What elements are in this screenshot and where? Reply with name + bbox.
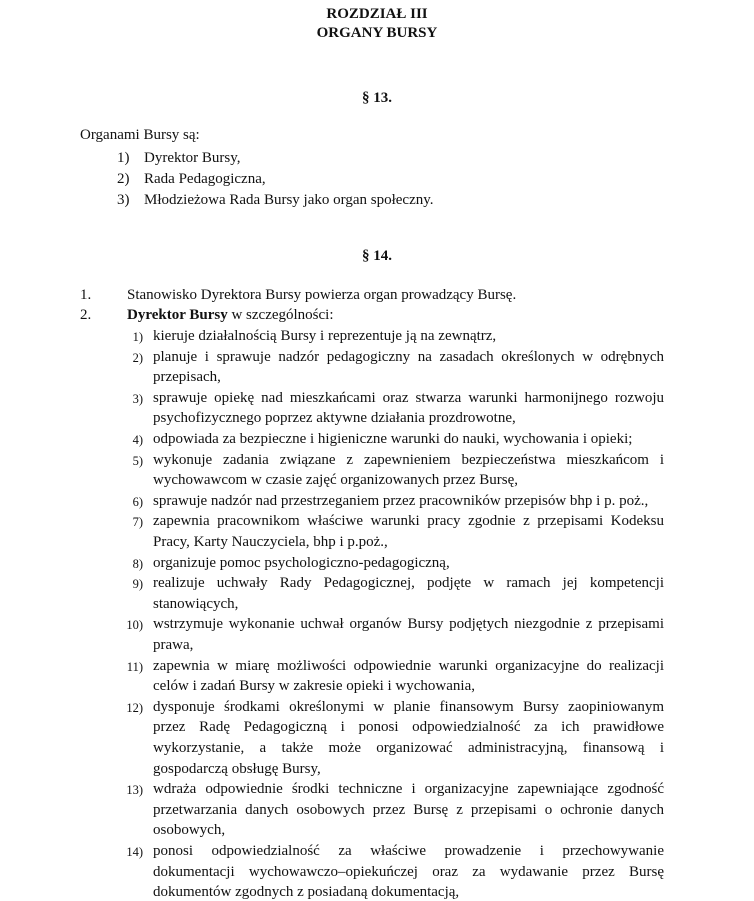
- duty-item-line: wychowawcom w czasie zajęć organizowanych przez Bursę,: [153, 472, 518, 489]
- list-item-text: Młodzieżowa Rada Bursy jako organ społeczny.: [144, 192, 434, 208]
- duty-item-number: 10): [126, 618, 143, 633]
- duty-item-number: 3): [132, 391, 143, 406]
- duty-item-line: wykonuje zadania związane z zapewnieniem bezpieczeństwa mieszkańcom i: [153, 451, 664, 468]
- duty-item-number: 12): [126, 700, 143, 715]
- duty-item-line: dokumentów zgodnych z posiadaną dokumentacją,: [153, 884, 460, 901]
- paragraph-number: 2.: [80, 307, 92, 323]
- duty-item-line: kieruje działalnością Bursy i reprezentuje ją na zewnątrz,: [153, 328, 497, 344]
- list-item-text: Rada Pedagogiczna,: [144, 171, 266, 187]
- duty-item-line: ponosi odpowiedzialność za właściwe prowadzenie i przechowywanie: [153, 843, 664, 859]
- section-14-heading: § 14.: [362, 248, 392, 264]
- duty-item-line: psychofizycznego poprzez aktywne działania prozdrowotne,: [153, 410, 516, 427]
- section-13-intro: Organami Bursy są:: [80, 127, 200, 143]
- duty-item-line: odpowiada za bezpieczne i higieniczne warunki do nauki, wychowania i opieki;: [153, 431, 633, 447]
- duty-item-line: przepisach,: [153, 369, 221, 386]
- duty-item-line: planuje i sprawuje nadzór pedagogiczny na zasadach określonych w odrębnych: [153, 348, 664, 365]
- duty-item-number: 4): [132, 433, 143, 447]
- duty-item-line: stanowiących,: [153, 595, 239, 612]
- duty-item-line: osobowych,: [153, 822, 226, 839]
- section-13-heading: § 13.: [362, 90, 392, 106]
- duty-item-line: wstrzymuje wykonanie uchwał organów Bursy podjętych niezgodnie z przepisami: [153, 616, 664, 633]
- duty-item-number: 2): [132, 350, 143, 365]
- duty-item-number: 9): [132, 577, 143, 592]
- duty-item-number: 1): [132, 330, 143, 344]
- list-item-text: Dyrektor Bursy,: [144, 150, 241, 166]
- paragraph-text: [127, 306, 334, 324]
- paragraph-number: 1.: [80, 287, 92, 303]
- duty-item-number: 6): [132, 494, 143, 509]
- duty-item-number: 11): [126, 659, 143, 674]
- duty-item-line: dokumentacji wychowawczo–opiekuńczej oraz za wydawanie przez Bursę: [153, 863, 664, 880]
- bold-term: Dyrektor Bursy: [127, 307, 228, 323]
- duty-item-number: 7): [132, 515, 143, 530]
- duty-item-line: wykorzystanie, a także może organizować administracyjną, finansową i: [153, 740, 664, 756]
- duty-item-line: zapewnia w miarę możliwości odpowiednie warunki organizacyjne do realizacji: [153, 657, 664, 674]
- paragraph-rest: w szczególności:: [227, 307, 334, 323]
- list-item-number: 2): [117, 171, 130, 187]
- duty-item-line: wdraża odpowiednie środki techniczne i organizacyjne zapewniające zgodność: [153, 781, 664, 798]
- duty-item-number: 5): [132, 453, 143, 468]
- duty-item-line: przez Radę Pedagogiczną i ponosi odpowiedzialność za ich prawidłowe: [153, 719, 664, 736]
- duty-item-line: organizuje pomoc psychologiczno-pedagogiczną,: [153, 554, 450, 571]
- duty-item-line: realizuje uchwały Rady Pedagogicznej, podjęte w ramach jej kompetencji: [153, 575, 664, 592]
- duty-item-number: 14): [126, 845, 143, 859]
- chapter-title: ORGANY BURSY: [316, 25, 438, 41]
- duty-item-line: sprawuje opiekę nad mieszkańcami oraz stwarza warunki harmonijnego rozwoju: [153, 389, 664, 406]
- duty-item-line: przetwarzania danych osobowych przez Bursę z przepisami o ochronie danych: [153, 801, 664, 818]
- duty-item-line: gospodarczą obsługę Bursy,: [153, 760, 321, 777]
- paragraph-text: Stanowisko Dyrektora Bursy powierza organ prowadzący Bursę.: [127, 287, 517, 303]
- duty-item-number: 13): [126, 783, 143, 798]
- duty-item-line: sprawuje nadzór nad przestrzeganiem przez pracowników przepisów bhp i p. poż.,: [153, 492, 649, 509]
- list-item-number: 3): [117, 192, 130, 208]
- list-item-number: 1): [117, 150, 130, 166]
- duty-item-line: Pracy, Karty Nauczyciela, bhp i p.poż.,: [153, 534, 388, 550]
- duty-item-line: celów i zadań Bursy w zakresie opieki i wychowania,: [153, 678, 475, 695]
- duty-item-number: 8): [132, 556, 143, 571]
- duty-item-line: zapewnia pracownikom właściwe warunki pracy zgodnie z przepisami Kodeksu: [153, 513, 664, 530]
- duty-item-line: prawa,: [153, 637, 194, 653]
- chapter-number: ROZDZIAŁ III: [326, 6, 428, 22]
- duty-item-line: dysponuje środkami określonymi w planie finansowym Bursy zaopiniowanym: [153, 698, 664, 715]
